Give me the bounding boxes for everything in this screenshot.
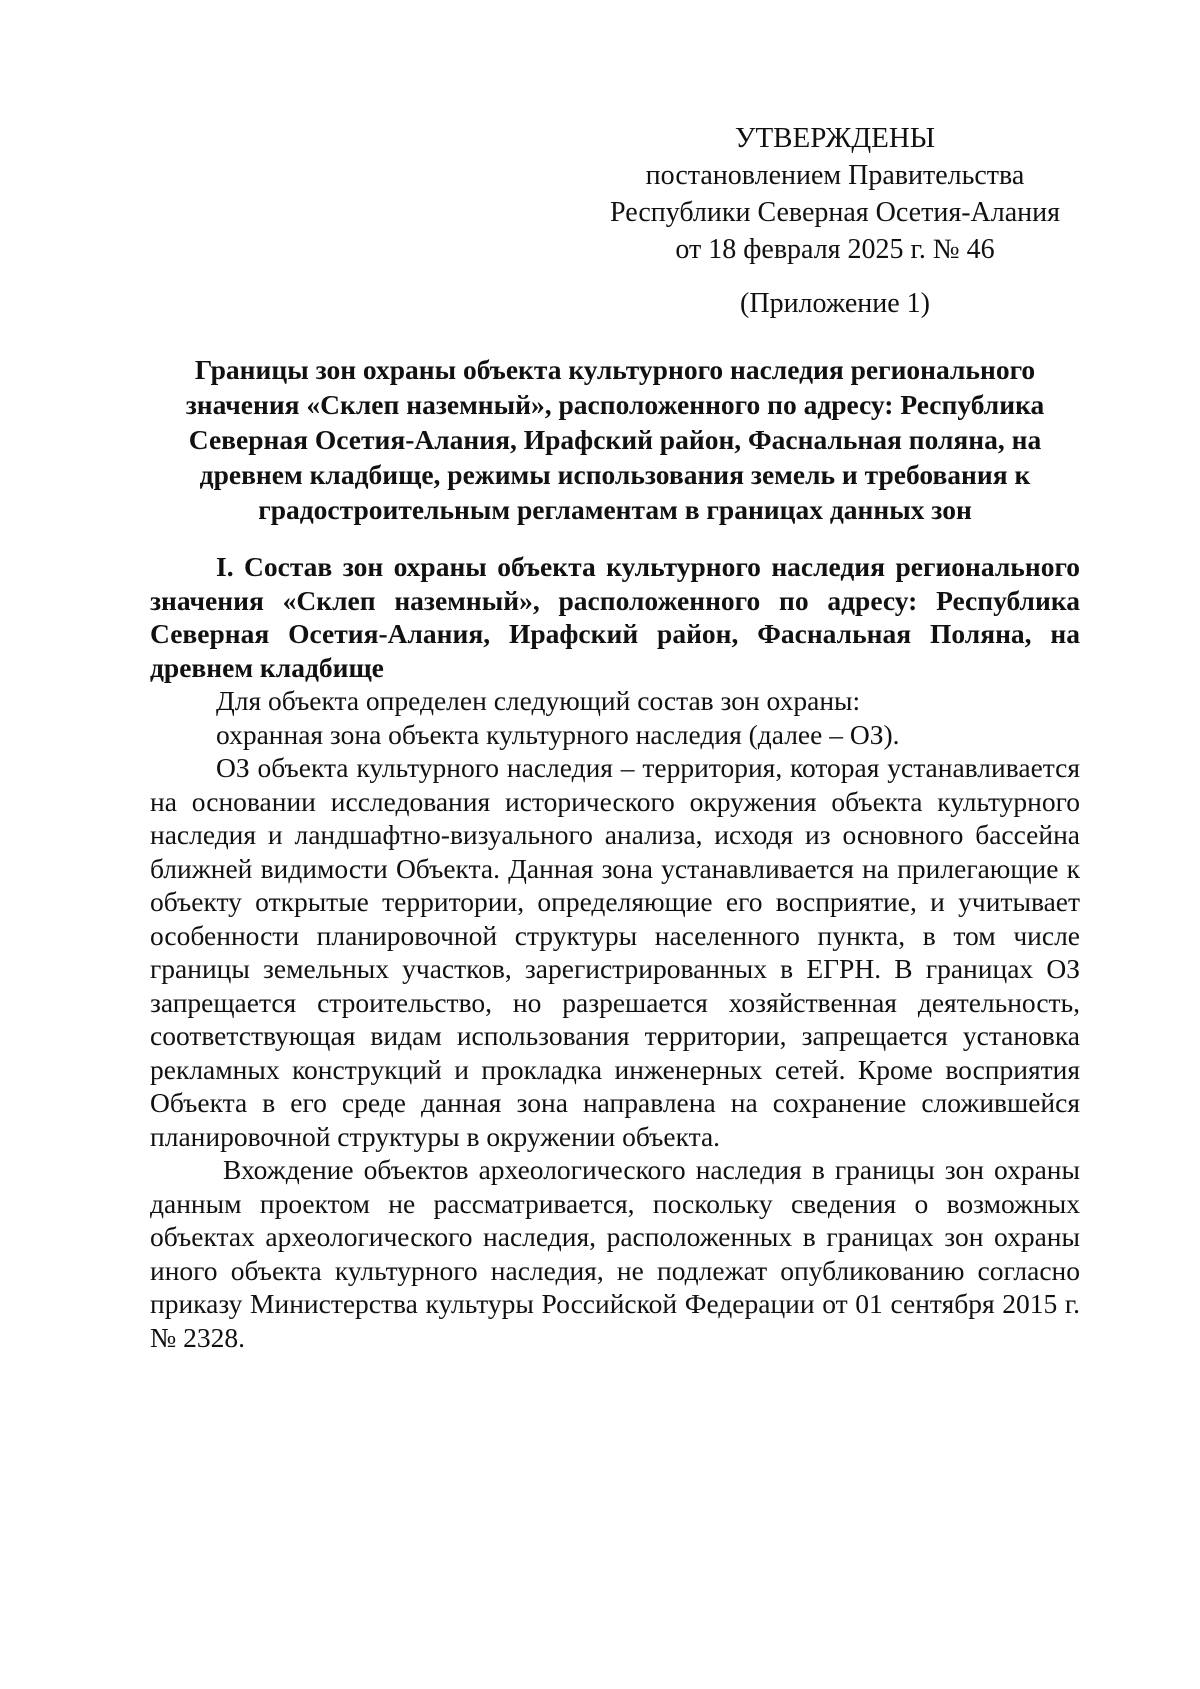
document-title: Границы зон охраны объекта культурного наследия регионального значения «Склеп наземный», расположенного по адресу: Республика Северная Осетия-Алания, Ирафский район, Фаснальная поляна, на древнем кладбище, режимы использования земель и требования к градостроительным регламентам в границах данных зон (185, 354, 1045, 525)
approval-line-1: постановлением Правительства (645, 160, 1025, 191)
paragraph: Вхождение объектов археологического наследия в границы зон охраны данным проектом не рассматривается, поскольку сведения о возможных объектах археологического наследия, расположенных в границах зон охраны иного объекта культурного наследия, не подлежат опубликованию согласно приказу Министерства культуры Российской Федерации от 01 сентября 2015 г. № 2328. (150, 1154, 1080, 1353)
approval-block (600, 120, 1070, 268)
section-1 (150, 550, 1080, 1354)
approval-line-2: Республики Северная Осетия-Алания (610, 197, 1060, 228)
approval-line-3: от 18 февраля 2025 г. № 46 (675, 234, 995, 265)
appendix-label: (Приложение 1) (740, 288, 930, 319)
section-heading: I. Состав зон охраны объекта культурного наследия регионального значения «Склеп наземный», расположенного по адресу: Республика Северная Осетия-Алания, Ирафский район, Фаснальная Поляна, на древнем кладбище (150, 551, 1080, 683)
approval-heading: УТВЕРЖДЕНЫ (734, 122, 936, 154)
paragraph: Для объекта определен следующий состав зон охраны: (216, 685, 861, 716)
paragraph: охранная зона объекта культурного наследия (далее – ОЗ). (216, 718, 900, 750)
paragraph: ОЗ объекта культурного наследия – территория, которая устанавливается на основании исследования исторического окружения объекта культурного наследия и ландшафтно-визуального анализа, исходя из основного бассейна ближней видимости Объекта. Данная зона устанавливается на прилегающие к объекту открытые территории, определяющие его восприятие, и учитывает особенности планировочной структуры населенного пункта, в том числе границы земельных участков, зарегистрированных в ЕГРН. В границах ОЗ запрещается строительство, но разрешается хозяйственная деятельность, соответствующая видам использования территории, запрещается установка рекламных конструкций и прокладка инженерных сетей. Кроме восприятия Объекта в его среде данная зона направлена на сохранение сложившейся планировочной структуры в окружении объекта. (150, 752, 1080, 1152)
